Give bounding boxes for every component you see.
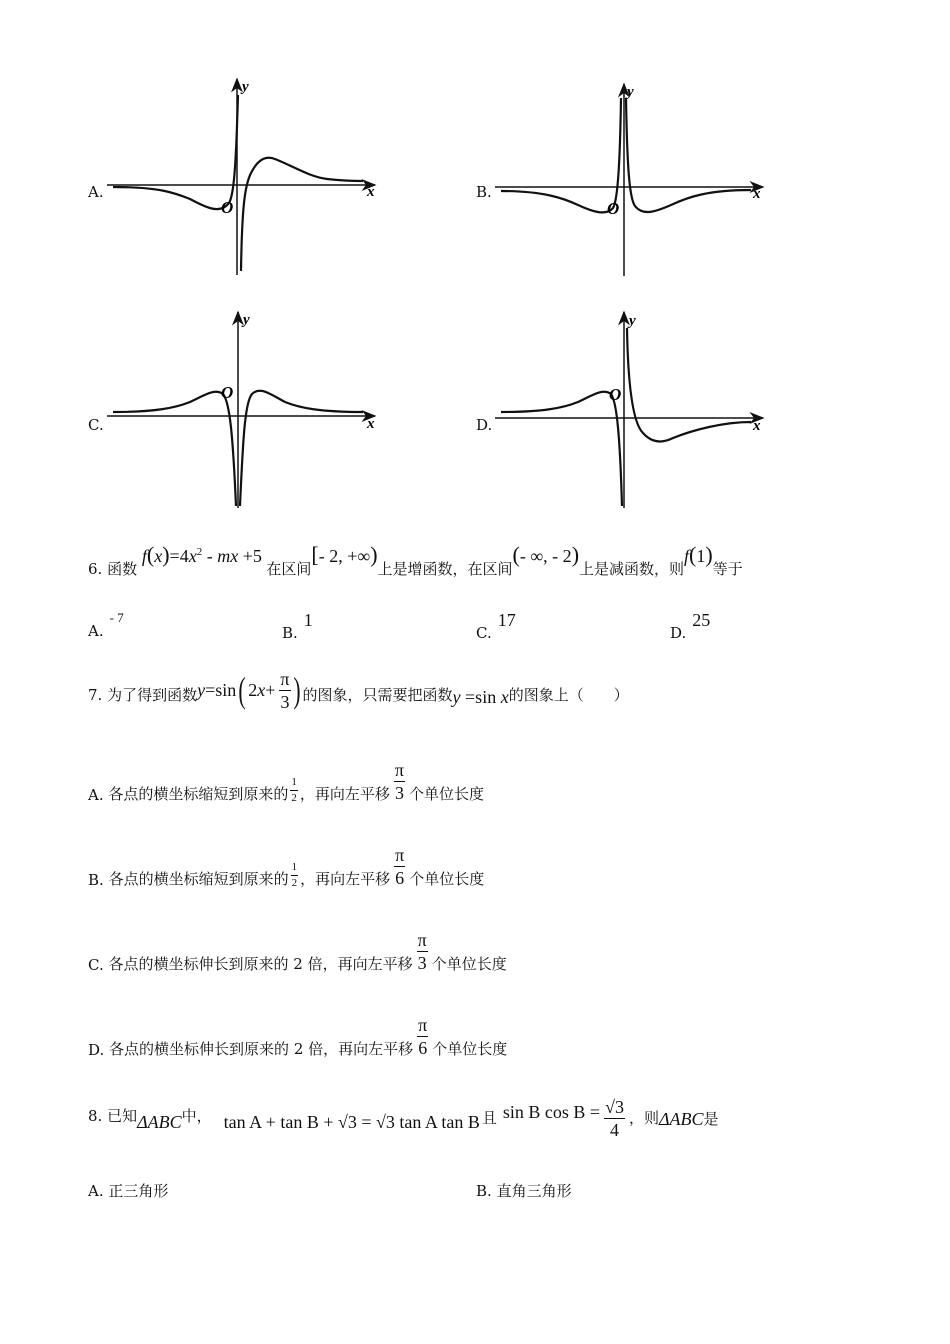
q6-option-b[interactable]: B.1 — [282, 610, 313, 642]
q8-prefix: 8. 已知 — [88, 1106, 138, 1125]
q8-option-a[interactable]: A. 正三角形 — [88, 1182, 169, 1200]
q5-a-y-label: y — [242, 79, 249, 95]
q5-graph-a — [105, 75, 390, 280]
q6-text2: 上是增函数，在区间 — [377, 560, 513, 578]
q5-d-origin: O — [609, 385, 622, 404]
q8-triangle-2: ΔABC — [658, 1108, 704, 1129]
q8-fraction: $\frac{√3}{4}$ — [605, 1096, 624, 1140]
q5-a-origin: O — [221, 198, 234, 217]
q6-option-d[interactable]: D.25 — [670, 610, 711, 642]
q6-stem — [88, 542, 743, 579]
q7-stem — [88, 668, 629, 720]
q7-option-b[interactable]: B. 各点的横坐标缩短到原来的 $\frac{1}{2}$ ，再向左平移 $\frac{\pi}{6}$ 个单位长度 — [88, 845, 485, 889]
q7-option-c[interactable]: C. 各点的横坐标伸长到原来的 2 倍，再向左平移 $\frac{\pi}{3}$ 个单位长度 — [88, 930, 507, 974]
q5-b-y-label: y — [627, 84, 634, 100]
q6-interval-increasing: [- 2, +∞) — [311, 542, 378, 567]
q6-number: 6. 函数 — [88, 560, 138, 578]
q8-option-b[interactable]: B. 直角三角形 — [476, 1182, 572, 1200]
q8-equation-2: sin B cos B = — [502, 1101, 601, 1122]
q7-source-function: y =sin x — [452, 686, 509, 707]
q6-text1: 在区间 — [266, 560, 312, 578]
q8-ze: ，则 — [628, 1108, 659, 1127]
q6-text4: 等于 — [712, 560, 743, 578]
q5-a-x-label: x — [367, 184, 375, 200]
q5-graph-c — [105, 308, 390, 513]
q5-option-c-label: C. — [88, 416, 104, 434]
q6-option-a[interactable]: A.- 7 — [88, 610, 124, 640]
q6-interval-decreasing: (- ∞, - 2) — [512, 542, 580, 567]
q5-c-origin: O — [221, 383, 234, 402]
q7-option-a[interactable]: A. 各点的横坐标缩短到原来的 $\frac{1}{2}$ ，再向左平移 $\frac{\pi}{3}$ 个单位长度 — [88, 760, 485, 804]
q8-triangle: ΔABC — [137, 1111, 182, 1132]
q8-qie: 且 — [481, 1108, 497, 1127]
q6-f1: f(1) — [684, 542, 713, 567]
q8-shi: 是 — [703, 1109, 719, 1128]
q5-graph-b — [493, 80, 778, 280]
q6-option-c[interactable]: C.17 — [476, 610, 516, 642]
q5-b-origin: O — [607, 199, 620, 218]
q5-option-d-label: D. — [476, 416, 493, 434]
q7-suffix: 的图象上（ ） — [508, 685, 629, 704]
q6-function: $f(x)=4x^2$ - mx +5 — [141, 542, 262, 567]
q5-option-a-label: A. — [88, 183, 104, 201]
q6-text3: 上是减函数，则 — [579, 560, 685, 578]
q8-stem — [88, 1092, 719, 1144]
q8-zhong: 中， — [181, 1106, 212, 1125]
q5-c-x-label: x — [367, 416, 375, 432]
q5-graph-d — [493, 308, 778, 513]
q5-c-y-label: y — [243, 312, 250, 328]
q5-option-b-label: B. — [476, 183, 492, 201]
q8-equation-1: tan A + tan B + √3 = √3 tan A tan B — [223, 1111, 480, 1132]
q7-mid: 的图象，只需要把函数 — [302, 685, 453, 704]
q5-d-x-label: x — [753, 418, 761, 434]
q5-b-x-label: x — [753, 186, 761, 202]
q5-d-y-label: y — [629, 313, 636, 329]
q7-target-function: y =sin ( 2 x + $\frac{\pi}{3}$ ) — [197, 668, 301, 712]
q7-option-d[interactable]: D. 各点的横坐标伸长到原来的 2 倍，再向左平移 $\frac{\pi}{6}$ 个单位长度 — [88, 1015, 508, 1059]
q7-prefix: 7. 为了得到函数 — [88, 685, 198, 704]
